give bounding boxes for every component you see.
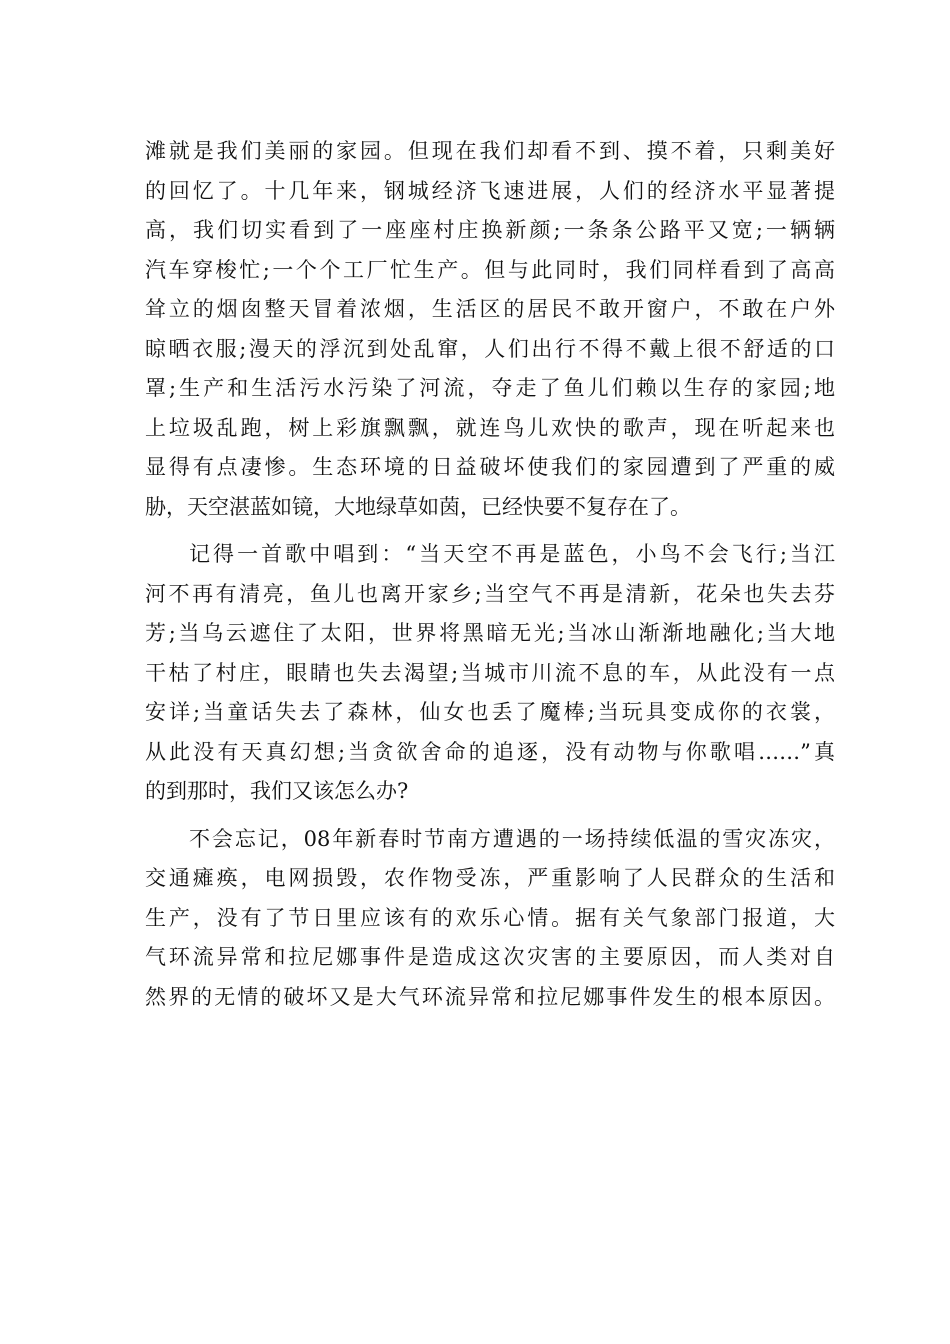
text-line: 耸立的烟囱整天冒着浓烟，生活区的居民不敢开窗户，不敢在户外 <box>145 297 835 321</box>
text-line: 河不再有清亮，鱼儿也离开家乡;当空气不再是清新，花朵也失去芬 <box>145 581 835 606</box>
text-line: 然界的无情的破坏又是大气环流异常和拉尼娜事件发生的根本原因。 <box>145 984 835 1009</box>
text-line: 的回忆了。十几年来，钢城经济飞速进展，人们的经济水平显著提 <box>145 178 835 203</box>
paragraph-3 <box>145 820 835 1018</box>
text-line: 滩就是我们美丽的家园。但现在我们却看不到、摸不着，只剩美好 <box>145 139 835 163</box>
text-line: 上垃圾乱跑，树上彩旗飘飘，就连鸟儿欢快的歌声，现在听起来也 <box>145 415 835 440</box>
text-line: 罩;生产和生活污水污染了河流，夺走了鱼儿们赖以生存的家园;地 <box>145 376 835 400</box>
paragraph-gap <box>145 527 835 535</box>
text-line: 干枯了村庄，眼睛也失去渴望;当城市川流不息的车，从此没有一点 <box>145 660 835 685</box>
text-line: 的到那时，我们又该怎么办? <box>145 779 409 803</box>
text-line: 不会忘记，08年新春时节南方遭遇的一场持续低温的雪灾冻灾， <box>189 826 835 851</box>
text-line: 交通瘫痪，电网损毁，农作物受冻，严重影响了人民群众的生活和 <box>145 866 835 890</box>
paragraph-gap <box>145 812 835 820</box>
text-line: 生产，没有了节日里应该有的欢乐心情。据有关气象部门报道，大 <box>145 905 835 930</box>
text-line: 芳;当乌云遮住了太阳，世界将黑暗无光;当冰山渐渐地融化;当大地 <box>145 621 835 645</box>
paragraph-2 <box>145 535 835 812</box>
document-page <box>145 132 835 1017</box>
paragraph-1 <box>145 132 835 527</box>
text-line: 气环流异常和拉尼娜事件是造成这次灾害的主要原因，而人类对自 <box>145 945 835 969</box>
text-line: 晾晒衣服;漫天的浮沉到处乱窜，人们出行不得不戴上很不舒适的口 <box>145 336 835 361</box>
text-line: 安详;当童话失去了森林，仙女也丢了魔棒;当玩具变成你的衣裳， <box>145 700 835 724</box>
text-line: 从此没有天真幻想;当贪欲舍命的追逐，没有动物与你歌唱……”真 <box>145 739 835 764</box>
text-line: 记得一首歌中唱到：“当天空不再是蓝色，小鸟不会飞行;当江 <box>189 542 835 566</box>
text-line: 显得有点凄惨。生态环境的日益破坏使我们的家园遭到了严重的威 <box>145 455 835 479</box>
text-line: 胁，天空湛蓝如镜，大地绿草如茵，已经快要不复存在了。 <box>145 494 691 519</box>
text-line: 汽车穿梭忙;一个个工厂忙生产。但与此同时，我们同样看到了高高 <box>145 257 835 282</box>
text-line: 高，我们切实看到了一座座村庄换新颜;一条条公路平又宽;一辆辆 <box>145 218 835 242</box>
